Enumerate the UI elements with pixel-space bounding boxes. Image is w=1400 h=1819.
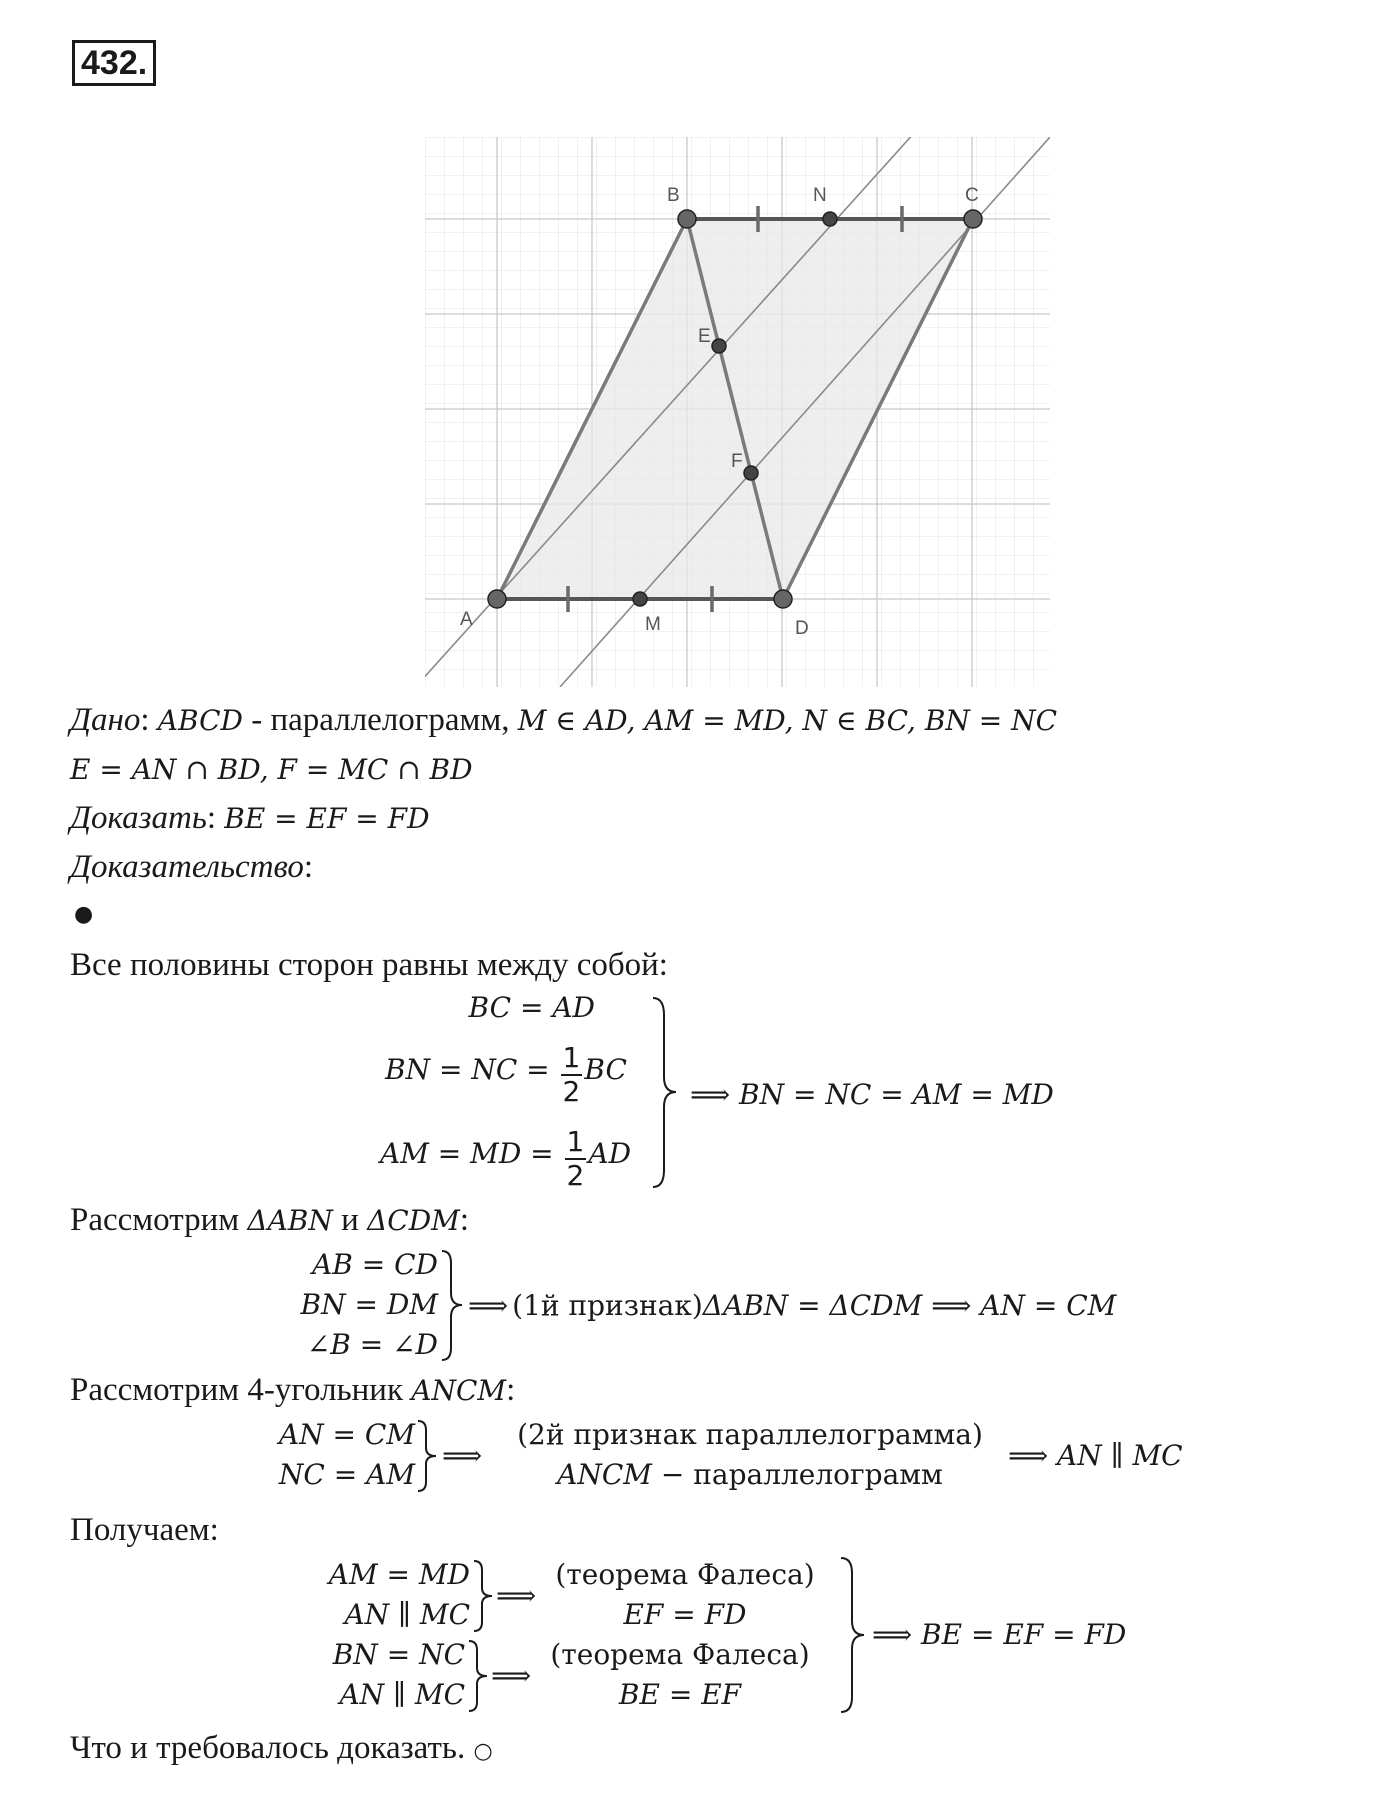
fraction-half: $\frac{1}{2}$ [562, 1041, 581, 1109]
parallelogram-figure [425, 137, 1050, 687]
label-c: C [965, 185, 979, 206]
step4-group1-reason: (теорема Фалеса) EF = FD [555, 1558, 815, 1631]
step3-intro: Рассмотрим 4-угольник ANCM: [70, 1372, 516, 1408]
label-a: A [460, 609, 473, 630]
step4-final: ⟹ BE = EF = FD [872, 1618, 1127, 1651]
step2-intro: Рассмотрим ΔABN и ΔCDM: [70, 1202, 469, 1238]
step2-right-brace [440, 1248, 466, 1363]
point-a [488, 590, 506, 608]
given-label: Дано [70, 702, 141, 738]
step1-eq1: BC = AD [468, 991, 595, 1024]
label-d: D [795, 618, 809, 639]
point-f [744, 466, 758, 480]
point-d [774, 590, 792, 608]
given-line-2: E = AN ∩ BD, F = MC ∩ BD [70, 753, 473, 786]
point-m [633, 592, 647, 606]
step4-group1-brace [472, 1558, 496, 1634]
step3-reason-block: (2й признак параллелограмма) ANCM − параллелограмм [517, 1418, 983, 1491]
step3-equations: AN = CM NC = AM [278, 1418, 415, 1491]
prove-line: Доказать: BE = EF = FD [70, 800, 430, 836]
step4-group1-arrow: ⟹ [496, 1579, 537, 1612]
point-b [678, 210, 696, 228]
label-b: B [667, 185, 680, 206]
point-n [823, 212, 837, 226]
step4-group2-reason: (теорема Фалеса) BE = EF [550, 1638, 810, 1711]
step4-group2-arrow: ⟹ [491, 1659, 532, 1692]
step4-group2-equations: BN = NC AN ∥ MC [332, 1638, 465, 1711]
step1-intro: Все половины сторон равны между собой: [70, 947, 668, 983]
step4-big-brace [838, 1555, 868, 1715]
point-c [964, 210, 982, 228]
prove-label: Доказать [70, 800, 207, 836]
label-n: N [813, 185, 827, 206]
proof-label-line: Доказательство: [70, 849, 314, 885]
conclusion: Что и требовалось доказать. ○ [70, 1730, 493, 1766]
step3-arrow: ⟹ [442, 1439, 483, 1472]
step1-result: ⟹ BN = NC = AM = MD [690, 1078, 1054, 1111]
bullet: ● [74, 902, 94, 927]
given-line-1: Дано: ABCD - параллелограмм, M ∈ AD, AM = MD, N ∈ BC, BN = NC [70, 702, 1058, 738]
label-m: M [645, 614, 661, 635]
label-e: E [698, 326, 711, 347]
step2-equations: AB = CD BN = DM ∠B = ∠D [300, 1248, 438, 1361]
prove-statement: BE = EF = FD [224, 802, 430, 835]
step4-group2-brace [467, 1638, 491, 1714]
label-f: F [731, 451, 743, 472]
problem-number: 432. [72, 40, 156, 86]
step1-right-brace [650, 995, 680, 1190]
step4-intro: Получаем: [70, 1512, 219, 1548]
step3-right-brace [416, 1418, 440, 1494]
point-e [712, 339, 726, 353]
step4-group1-equations: AM = MD AN ∥ MC [328, 1558, 470, 1631]
step1-eq3: AM = MD = $\frac{1}{2}$ AD [380, 1125, 632, 1193]
fraction-half: $\frac{1}{2}$ [566, 1125, 585, 1193]
end-mark: ○ [473, 1739, 493, 1764]
proof-label: Доказательство [70, 849, 304, 885]
step1-eq2: BN = NC = $\frac{1}{2}$ BC [385, 1041, 627, 1109]
step3-final: ⟹ AN ∥ MC [1008, 1439, 1183, 1472]
step2-result: ⟹ (1й признак)ΔABN = ΔCDM ⟹ AN = CM [468, 1289, 1117, 1322]
